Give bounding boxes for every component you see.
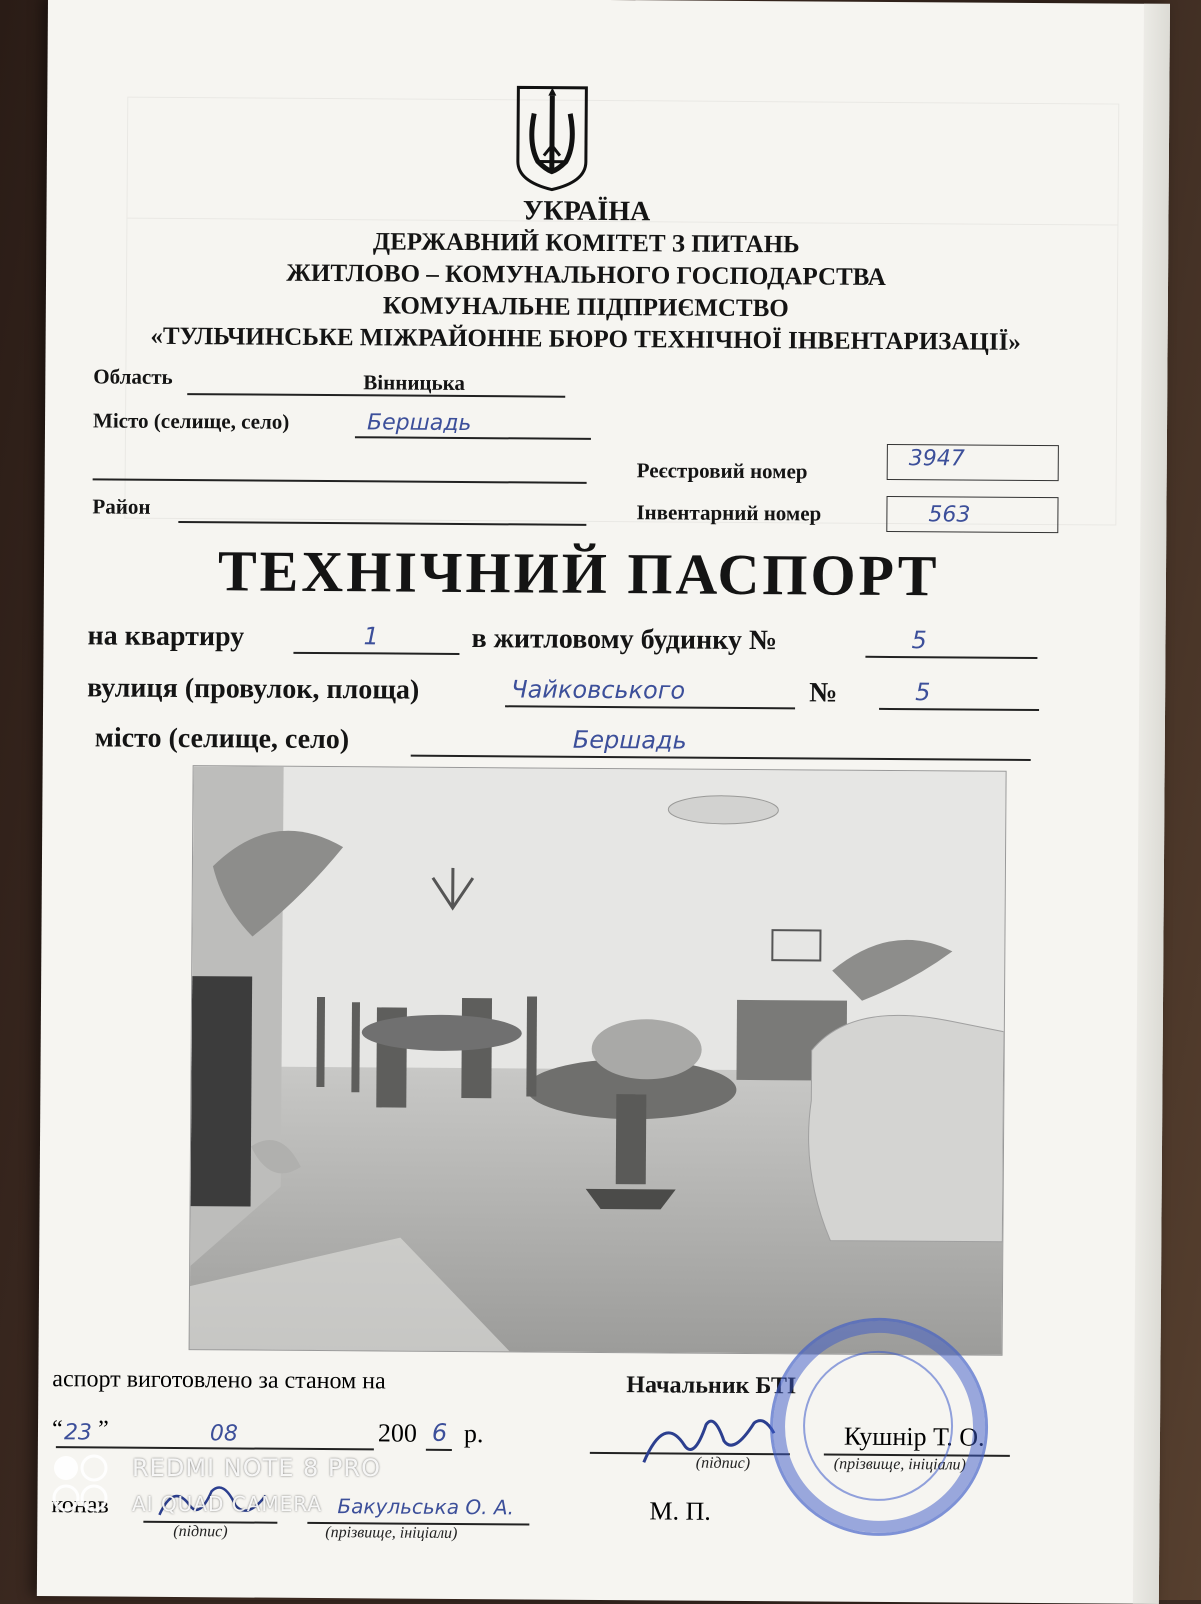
executor-signature-caption: (підпис) <box>173 1522 228 1541</box>
street-value: Чайковського <box>511 675 686 705</box>
head-name: Кушнір Т. О. <box>843 1421 985 1452</box>
trident-coat-of-arms-icon <box>514 83 591 194</box>
executor-name: Бакульська О. А. <box>337 1494 514 1520</box>
camera-watermark-model: REDMI NOTE 8 PRO <box>132 1454 381 1482</box>
street-number-label: № <box>809 677 838 709</box>
executor-name-caption: (прізвище, ініціали) <box>325 1524 458 1542</box>
address-city-value: Бершадь <box>572 725 687 755</box>
address-city-label: місто (селище, село) <box>94 722 350 756</box>
oblast-label: Область <box>93 364 173 389</box>
date-open-quote: “ <box>51 1416 63 1443</box>
head-bti-label: Начальник БТІ <box>626 1372 797 1400</box>
head-signature-caption: (підпис) <box>695 1454 751 1473</box>
interior-photo <box>189 765 1007 1356</box>
street-number-value: 5 <box>915 678 931 707</box>
address-city-underline <box>411 755 1031 761</box>
city-label: Місто (селище, село) <box>92 408 290 434</box>
street-number-underline <box>879 708 1039 711</box>
seal-label: М. П. <box>649 1496 711 1526</box>
committee-line-1: ДЕРЖАВНИЙ КОМІТЕТ З ПИТАНЬ <box>372 228 800 259</box>
oblast-value: Вінницька <box>363 370 466 396</box>
enterprise-line-1: КОМУНАЛЬНЕ ПІДПРИЄМСТВО <box>382 292 789 323</box>
document-title: ТЕХНІЧНИЙ ПАСПОРТ <box>217 538 940 609</box>
document-sheet <box>37 0 1170 1604</box>
official-seal-stamp <box>769 1317 989 1537</box>
year-unit: р. <box>463 1419 484 1449</box>
date-underline <box>56 1446 374 1450</box>
raion-underline <box>178 521 586 526</box>
camera-lens-icon <box>50 1452 110 1532</box>
street-underline <box>505 705 795 709</box>
raion-label: Район <box>92 494 151 519</box>
date-day: 23 <box>63 1420 93 1446</box>
apartment-label: на квартиру <box>87 620 245 653</box>
building-underline <box>865 656 1037 659</box>
date-line <box>52 1416 382 1450</box>
made-as-of-text: аспорт виготовлено за станом на <box>52 1366 386 1395</box>
apartment-underline <box>293 652 459 655</box>
interior-illustration <box>190 766 1006 1355</box>
official-seal-inner-ring <box>803 1350 954 1501</box>
inventory-label: Інвентарний номер <box>636 500 822 526</box>
year-suffix: 6 <box>431 1418 448 1447</box>
committee-line-2: ЖИТЛОВО – КОМУНАЛЬНОГО ГОСПОДАРСТВА <box>286 259 886 291</box>
head-name-caption: (прізвище, ініціали) <box>833 1455 966 1474</box>
country-heading: УКРАЇНА <box>522 195 651 228</box>
date-close-quote: ” <box>97 1416 109 1443</box>
city-value: Бершадь <box>366 410 472 437</box>
street-label: вулиця (провулок, площа) <box>87 672 420 706</box>
registry-value: 3947 <box>908 446 965 472</box>
inventory-box <box>886 496 1058 533</box>
registry-label: Реєстровий номер <box>636 458 808 484</box>
year-underline <box>426 1449 452 1451</box>
building-label: в житловому будинку № <box>471 623 778 657</box>
executed-label: конав <box>51 1492 109 1519</box>
date-month: 08 <box>209 1421 239 1447</box>
camera-watermark-feature: AI QUAD CAMERA <box>132 1492 323 1516</box>
inventory-value: 563 <box>928 502 971 528</box>
apartment-value: 1 <box>363 622 379 651</box>
enterprise-line-2: «ТУЛЬЧИНСЬКЕ МІЖРАЙОННЕ БЮРО ТЕХНІЧНОЇ ІНВЕНТАРИЗАЦІЇ» <box>150 322 1021 356</box>
year-prefix: 200 <box>377 1418 418 1448</box>
building-value: 5 <box>911 626 927 655</box>
